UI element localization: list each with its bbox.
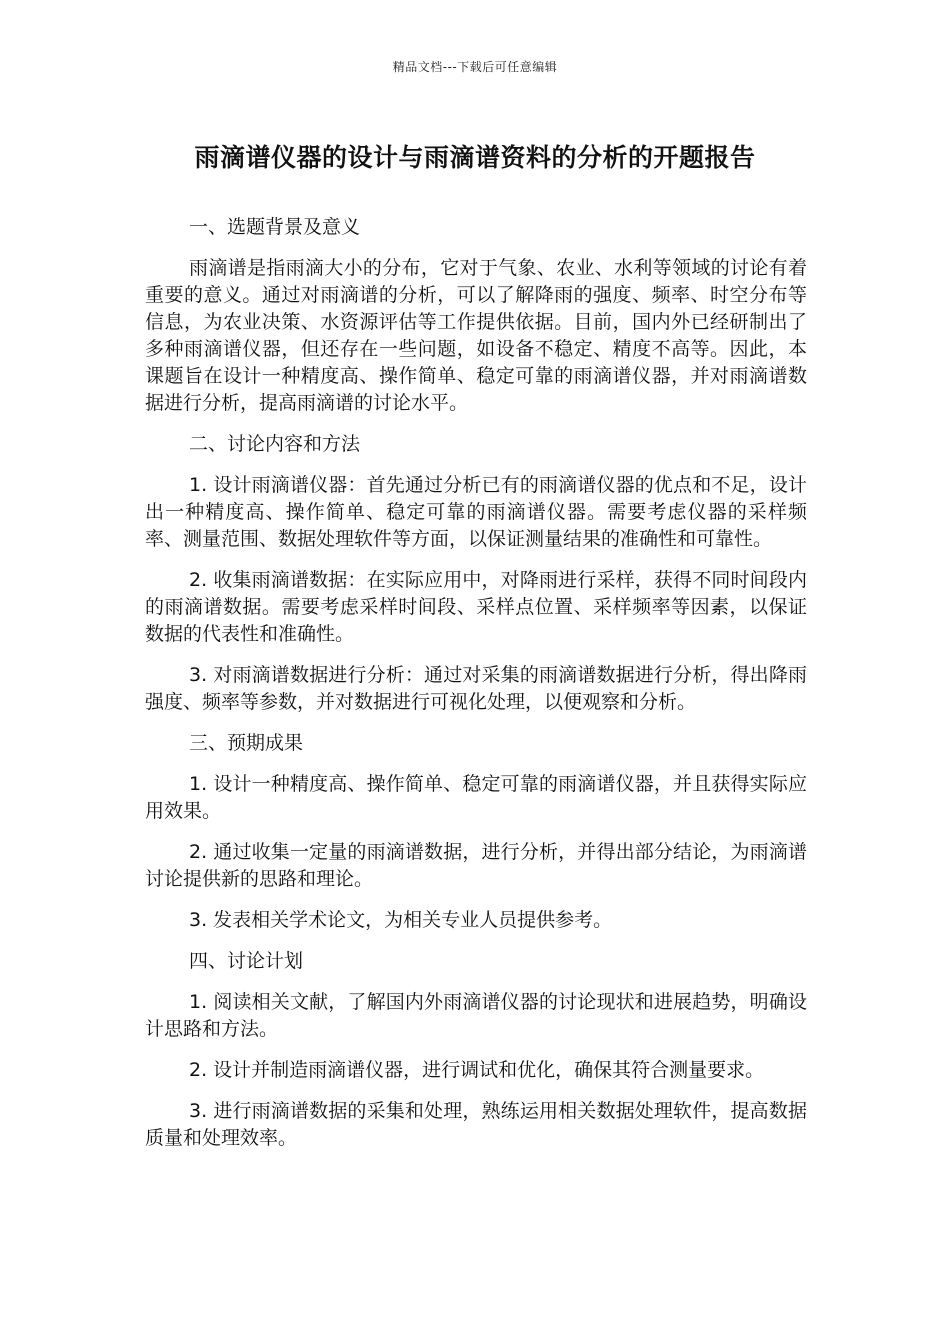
paragraph-plan-1: 1. 阅读相关文献，了解国内外雨滴谱仪器的讨论现状和进展趋势，明确设计思路和方法。 [145,991,807,1040]
paragraph-background: 雨滴谱是指雨滴大小的分布，它对于气象、农业、水利等领域的讨论有着重要的意义。通过对雨滴谱的分析，可以了解降雨的强度、频率、时空分布等信息，为农业决策、水资源评估等工作提供依据。目前，国内外已经研制出了多种雨滴谱仪器，但还存在一些问题，如设备不稳定、精度不高等。因此，本课题旨在设计一种精度高、操作简单、稳定可靠的雨滴谱仪器，并对雨滴谱数据进行分析，提高雨滴谱的讨论水平。 [145,257,807,414]
paragraph-result-2: 2. 通过收集一定量的雨滴谱数据，进行分析，并得出部分结论，为雨滴谱讨论提供新的思路和理论。 [145,841,807,890]
paragraph-method-2: 2. 收集雨滴谱数据：在实际应用中，对降雨进行采样，获得不同时间段内的雨滴谱数据。需要考虑采样时间段、采样点位置、采样频率等因素，以保证数据的代表性和准确性。 [145,569,807,645]
paragraph-result-1: 1. 设计一种精度高、操作简单、稳定可靠的雨滴谱仪器，并且获得实际应用效果。 [145,773,807,822]
header-note: 精品文档---下载后可任意编辑 [392,60,558,74]
paragraph-plan-2: 2. 设计并制造雨滴谱仪器，进行调试和优化，确保其符合测量要求。 [189,1059,765,1081]
paragraph-method-3: 3. 对雨滴谱数据进行分析：通过对采集的雨滴谱数据进行分析，得出降雨强度、频率等参数，并对数据进行可视化处理，以便观察和分析。 [145,664,807,713]
section-heading-background: 一、选题背景及意义 [189,216,361,238]
section-heading-content-method: 二、讨论内容和方法 [189,433,361,455]
paragraph-result-3: 3. 发表相关学术论文，为相关专业人员提供参考。 [189,909,613,931]
section-heading-plan: 四、讨论计划 [189,950,304,972]
document-title: 雨滴谱仪器的设计与雨滴谱资料的分析的开题报告 [194,143,756,172]
paragraph-method-1: 1. 设计雨滴谱仪器：首先通过分析已有的雨滴谱仪器的优点和不足，设计出一种精度高、操作简单、稳定可靠的雨滴谱仪器。需要考虑仪器的采样频率、测量范围、数据处理软件等方面，以保证测量结果的准确性和可靠性。 [145,474,807,550]
section-heading-expected-results: 三、预期成果 [189,732,304,754]
document-body [145,214,807,1166]
paragraph-plan-3: 3. 进行雨滴谱数据的采集和处理，熟练运用相关数据处理软件，提高数据质量和处理效率。 [145,1100,807,1149]
